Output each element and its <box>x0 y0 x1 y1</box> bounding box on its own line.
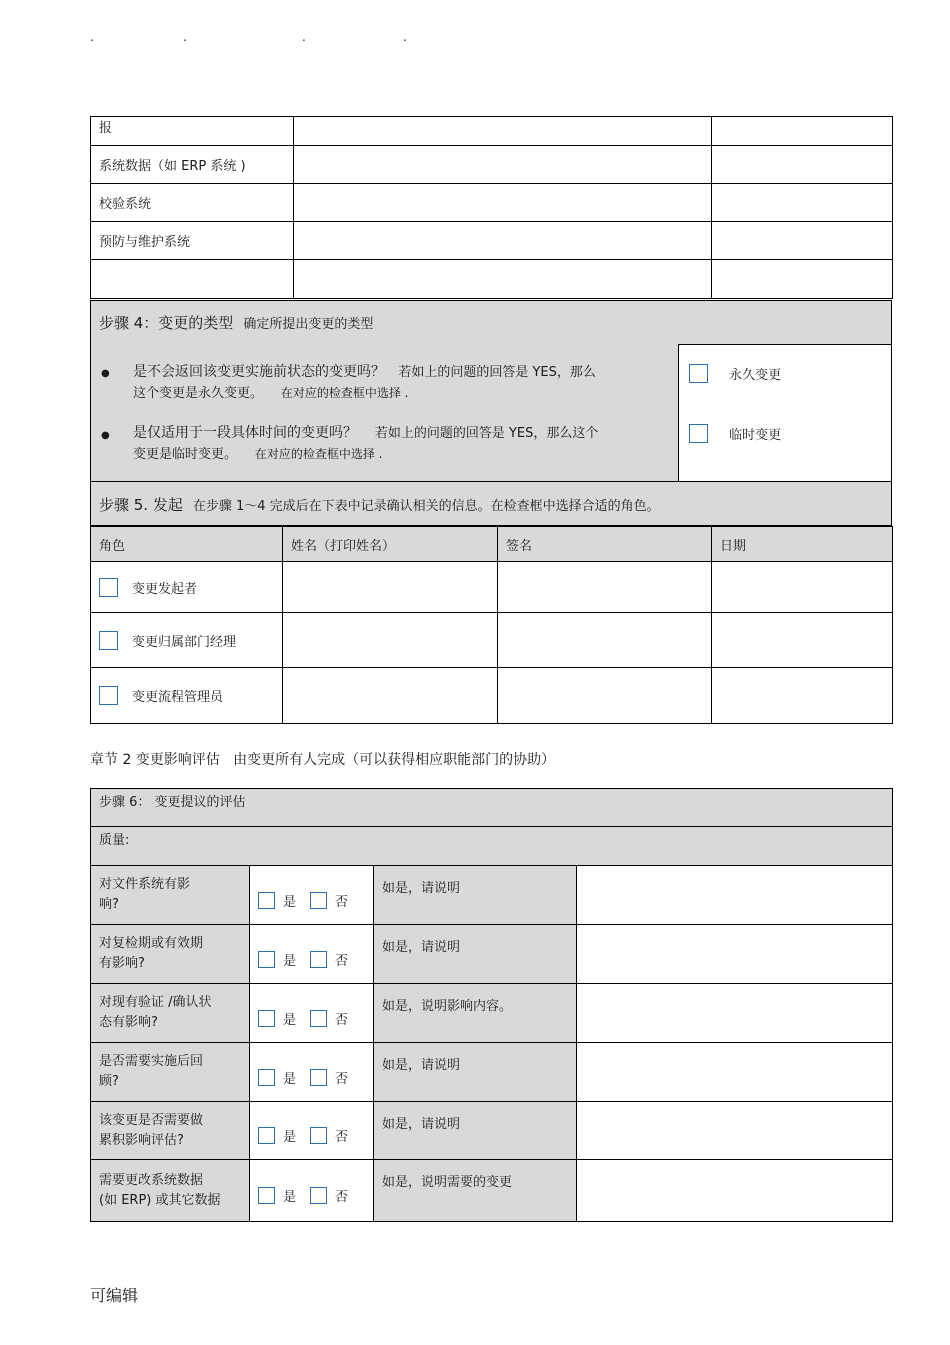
table-row <box>91 1160 893 1222</box>
step4-question-1: 是不会返回该变更实施前状态的变更吗？ 若如上的问题的回答是 YES，那么 这个变更是永久变更。 在对应的检查框中选择 . <box>133 364 596 401</box>
table-row <box>91 260 893 299</box>
question-cell: 需要更改系统数据 (如 ERP) 或其它数据 <box>91 1160 250 1222</box>
yes-checkbox-icon[interactable] <box>258 951 275 968</box>
permanent-change-option[interactable]: 永久变更 <box>689 363 781 383</box>
footer-text: 可编辑 <box>90 1286 139 1305</box>
row-input[interactable] <box>294 222 712 260</box>
row-input[interactable] <box>712 260 893 299</box>
yes-no-cell: 是 否 <box>250 866 374 925</box>
system-impact-table <box>90 116 893 299</box>
note-cell: 如是，请说明 <box>374 925 577 984</box>
question-cell: 对现有验证 /确认状 态有影响? <box>91 984 250 1043</box>
step5-header <box>90 482 892 526</box>
explanation-input[interactable] <box>577 1160 893 1222</box>
signoff-table <box>90 526 893 724</box>
explanation-input[interactable] <box>577 1102 893 1160</box>
row-input[interactable] <box>294 146 712 184</box>
date-input[interactable] <box>712 562 893 613</box>
yes-checkbox-icon[interactable] <box>258 892 275 909</box>
name-input[interactable] <box>283 613 498 668</box>
table-row <box>91 1043 893 1102</box>
explanation-input[interactable] <box>577 1043 893 1102</box>
table-row <box>91 562 893 613</box>
checkbox-icon[interactable] <box>99 578 118 597</box>
checkbox-icon[interactable] <box>689 364 708 383</box>
row-label: 报 <box>91 117 294 146</box>
date-input[interactable] <box>712 613 893 668</box>
step6-title: 步骤 6： 变更提议的评估 <box>91 789 893 827</box>
yes-no-cell: 是 否 <box>250 925 374 984</box>
yes-no-cell: 是 否 <box>250 1102 374 1160</box>
step5-subtitle: 在步骤 1～4 完成后在下表中记录确认相关的信息。在检查框中选择合适的角色。 <box>192 499 660 514</box>
header-dot: . <box>90 30 94 44</box>
question-cell: 对复检期或有效期 有影响? <box>91 925 250 984</box>
explanation-input[interactable] <box>577 866 893 925</box>
impact-questions-table <box>90 865 893 1222</box>
step4-questions <box>91 344 679 481</box>
table-row <box>91 866 893 925</box>
question-cell: 该变更是否需要做 累积影响评估? <box>91 1102 250 1160</box>
no-checkbox-icon[interactable] <box>310 1069 327 1086</box>
impact-assessment-table <box>90 788 893 866</box>
section2-heading: 章节 2 变更影响评估 由变更所有人完成（可以获得相应职能部门的协助） <box>90 752 556 768</box>
note-cell: 如是，说明影响内容。 <box>374 984 577 1043</box>
column-header: 姓名（打印姓名） <box>283 527 498 562</box>
yes-checkbox-icon[interactable] <box>258 1127 275 1144</box>
role-cell: 变更归属部门经理 <box>91 613 283 668</box>
checkbox-icon[interactable] <box>99 631 118 650</box>
table-row <box>91 668 893 724</box>
step4-question-2: 是仅适用于一段具体时间的变更吗？ 若如上的问题的回答是 YES，那么这个 变更是临时变更。 在对应的检查框中选择 . <box>133 425 599 462</box>
table-row <box>91 222 893 260</box>
table-row <box>91 613 893 668</box>
yes-no-cell: 是 否 <box>250 1160 374 1222</box>
column-header: 日期 <box>712 527 893 562</box>
step4-title: 步骤 4：变更的类型 <box>99 314 234 332</box>
column-header: 角色 <box>91 527 283 562</box>
temporary-change-option[interactable]: 临时变更 <box>689 423 781 443</box>
explanation-input[interactable] <box>577 984 893 1043</box>
yes-checkbox-icon[interactable] <box>258 1010 275 1027</box>
no-checkbox-icon[interactable] <box>310 1187 327 1204</box>
checkbox-icon[interactable] <box>689 424 708 443</box>
no-checkbox-icon[interactable] <box>310 1010 327 1027</box>
note-cell: 如是，请说明 <box>374 1043 577 1102</box>
name-input[interactable] <box>283 562 498 613</box>
row-input[interactable] <box>712 117 893 146</box>
yes-checkbox-icon[interactable] <box>258 1187 275 1204</box>
question-cell: 是否需要实施后回 顾? <box>91 1043 250 1102</box>
row-input[interactable] <box>712 146 893 184</box>
row-label <box>91 260 294 299</box>
role-cell: 变更发起者 <box>91 562 283 613</box>
step4-body <box>90 344 892 482</box>
note-cell: 如是，请说明 <box>374 1102 577 1160</box>
no-checkbox-icon[interactable] <box>310 892 327 909</box>
header-dot: . <box>183 30 187 44</box>
row-input[interactable] <box>712 222 893 260</box>
row-label: 校验系统 <box>91 184 294 222</box>
checkbox-icon[interactable] <box>99 686 118 705</box>
signature-input[interactable] <box>498 668 712 724</box>
row-input[interactable] <box>294 260 712 299</box>
row-input[interactable] <box>294 184 712 222</box>
column-header: 签名 <box>498 527 712 562</box>
step4-subtitle: 确定所提出变更的类型 <box>243 317 374 332</box>
yes-no-cell: 是 否 <box>250 984 374 1043</box>
bullet: ● <box>101 430 110 441</box>
note-cell: 如是，说明需要的变更 <box>374 1160 577 1222</box>
quality-row <box>91 827 893 866</box>
header-dot: . <box>302 30 306 44</box>
step6-title-row <box>91 789 893 827</box>
no-checkbox-icon[interactable] <box>310 951 327 968</box>
step5-title: 步骤 5. 发起 <box>99 496 183 514</box>
table-row <box>91 984 893 1043</box>
row-input[interactable] <box>294 117 712 146</box>
table-row <box>91 117 893 146</box>
row-label: 系统数据（如 ERP 系统 ) <box>91 146 294 184</box>
explanation-input[interactable] <box>577 925 893 984</box>
signature-input[interactable] <box>498 562 712 613</box>
question-cell: 对文件系统有影 响? <box>91 866 250 925</box>
table-row <box>91 184 893 222</box>
table-header-row <box>91 527 893 562</box>
step4-header <box>90 300 892 345</box>
name-input[interactable] <box>283 668 498 724</box>
row-input[interactable] <box>712 184 893 222</box>
bullet: ● <box>101 368 110 379</box>
role-cell: 变更流程管理员 <box>91 668 283 724</box>
table-row <box>91 925 893 984</box>
table-row <box>91 1102 893 1160</box>
note-cell: 如是，请说明 <box>374 866 577 925</box>
no-checkbox-icon[interactable] <box>310 1127 327 1144</box>
header-dot: . <box>403 30 407 44</box>
yes-no-cell: 是 否 <box>250 1043 374 1102</box>
table-row <box>91 146 893 184</box>
quality-label: 质量: <box>91 827 893 866</box>
yes-checkbox-icon[interactable] <box>258 1069 275 1086</box>
date-input[interactable] <box>712 668 893 724</box>
row-label: 预防与维护系统 <box>91 222 294 260</box>
signature-input[interactable] <box>498 613 712 668</box>
